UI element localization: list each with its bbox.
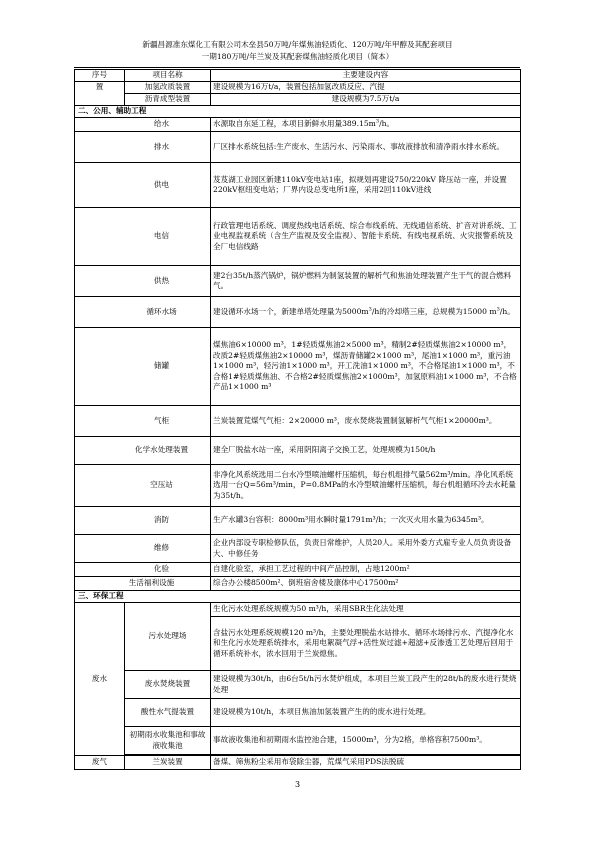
row-content: 自建化验室，承担工艺过程的中间产品控制，占地1200m² (211, 563, 521, 577)
row-content: 建设规模为10t/h，本项目焦油加氢装置产生的的废水进行处理。 (211, 699, 521, 727)
row-name: 污水处理场 (125, 603, 211, 671)
table-row (75, 132, 521, 163)
row-name: 给水 (75, 118, 211, 132)
row-content: 芨芨湖工业园区新建110kV变电站1座，拟规划再建设750/220kV 降压站一座，并设置220kV枢纽变电站；厂界内设总变电所1座，采用2回110kV进线 (211, 163, 521, 208)
row-content: 事故液收集池和初期雨水监控池合建，15000m³，分为2格，单格容积7500m³。 (211, 727, 521, 755)
text: 3 (375, 118, 380, 125)
row-content: 厂区排水系统包括:生产废水、生活污水、污染雨水、事故液排放和清净雨水排水系统。 (211, 132, 521, 163)
row-name: 化验 (75, 563, 211, 577)
text: /h。 (379, 119, 395, 129)
row-content: 建2台35t/h蒸汽锅炉，锅炉燃料为制氢装置的解析气和焦油处理装置产生干气的混合燃料气。 (211, 266, 521, 297)
text: /h。 (499, 306, 515, 316)
document-header (60, 39, 535, 63)
row-name: 气柜 (75, 406, 211, 437)
text: 建设循环水场一个，新建单塔处理量为5000m (213, 306, 369, 316)
row-content: 企业内部设专职检修队伍，负责日常维护，人员20人。采用外委方式雇专业人员负责设备大、中修任务 (211, 535, 521, 563)
text: 3 (368, 306, 372, 313)
project-table (74, 69, 521, 770)
header-rule (74, 67, 520, 68)
table-row (75, 535, 521, 563)
row-no: 置 (75, 82, 125, 106)
row-name: 排水 (75, 132, 211, 163)
table-row (75, 507, 521, 535)
table-row (75, 465, 521, 507)
text: 水源取自东延工程，本项目新鲜水用量389.15m (213, 119, 376, 129)
row-name: 酸性水气提装置 (125, 699, 211, 727)
table-row (75, 118, 521, 132)
row-name: 储罐 (75, 328, 211, 406)
table-row (75, 577, 521, 591)
row-content: 备煤、筛焦粉尘采用布袋除尘器，荒煤气采用PDS法脱硫 (211, 756, 521, 770)
row-content (211, 297, 521, 328)
row-name: 电信 (75, 208, 211, 266)
row-content: 行政管理电话系统、调度热线电话系统、综合布线系统、无线通信系统、扩音对讲系统、工业电视监视系统（含生产监视及安全监视）、智能卡系统、有线电视系统、火灾报警系统及全厂电信线路 (211, 208, 521, 266)
row-name: 消防 (75, 507, 211, 535)
table-header-row (75, 70, 521, 82)
row-name: 循环水场 (75, 297, 211, 328)
table-row (75, 671, 521, 699)
row-content (211, 118, 521, 132)
section-row (75, 106, 521, 118)
row-name: 加氢改质装置 (125, 82, 211, 94)
section-row (75, 591, 521, 603)
row-content: 含盐污水处理系统规模120 m³/h，主要处理脱盐水站排水、循环水场排污水、汽提净化水和生化污水处理系统排水，采用电絮凝气浮+活性炭过滤+超滤+反渗透工艺处理后回用于循环系统补水，浓水回用于兰炭熄焦。 (211, 617, 521, 671)
row-name: 空压站 (75, 465, 211, 507)
row-name: 供热 (75, 266, 211, 297)
table-row (75, 727, 521, 755)
table-row (75, 208, 521, 266)
table-row (75, 266, 521, 297)
row-content: 生化污水处理系统规模为50 m³/h，采用SBR生化法处理 (211, 603, 521, 617)
row-content: 建全厂脱盐水站一座，采用阴阳离子交换工艺，处理规模为150t/h (211, 437, 521, 465)
table-row (75, 163, 521, 208)
row-content: 兰炭装置荒煤气气柜：2×20000 m³，废水焚烧装置制氢解析气气柜1×20000m³。 (211, 406, 521, 437)
row-name: 沥青成型装置 (125, 94, 211, 106)
table-row (75, 406, 521, 437)
row-content: 非净化风系统选用二台水冷型喷油螺杆压缩机，每台机组排气量562m³/min。净化风系统选用一台Q=56m³/min，P=0.8MPa的水冷型喷油螺杆压缩机，每台机组循环冷去水耗量为35t/h。 (211, 465, 521, 507)
header-line-1: 新疆昌源准东煤化工有限公司木垒县50万吨/年煤焦油轻质化、120万吨/年甲醇及其配套项目 (142, 40, 453, 49)
row-name: 兰炭装置 (125, 756, 211, 770)
col-header-no: 序号 (75, 70, 125, 82)
row-content: 煤焦油6×10000 m³，1#轻质煤焦油2×5000 m³，精制2#轻质煤焦油2×10000 m³，改质2#轻质煤焦油2×10000 m³，煤沥青储罐2×1000 m³，尾油1×1000 m³，重污油1×1000 m³，轻污油1×1000 m³，开工洗油1×1000 m³，不合格尾油1×1000 m³，不合格1#轻质煤焦油、不合格2#轻质煤焦油2×1000m³，加氢原料油1×1000 m³，不合格产品1×1000 m³ (211, 328, 521, 406)
row-content: 建设规模为16万t/a，装置包括加氢改质反应、汽提 (211, 82, 521, 94)
row-name: 供电 (75, 163, 211, 208)
row-name: 维修 (75, 535, 211, 563)
row-name: 化学水处理装置 (75, 437, 211, 465)
table-row (75, 82, 521, 94)
table-row (75, 437, 521, 465)
col-header-name: 项目名称 (125, 70, 211, 82)
section-title: 二、公用、辅助工程 (75, 106, 521, 118)
section-title: 三、环保工程 (75, 591, 521, 603)
header-line-2: 一期180万吨/年兰炭及其配套煤焦油轻质化项目（简本） (201, 52, 394, 61)
row-content: 建设规模为7.5万t/a (211, 94, 521, 106)
group-label: 废水 (75, 603, 125, 756)
row-name: 废水焚烧装置 (125, 671, 211, 699)
row-content: 生产水罐3台容积：8000m³用水瞬时量1791m³/h；一次灭火用水量为6345m³。 (211, 507, 521, 535)
row-content: 综合办公楼8500m²、倒班宿舍楼及康体中心17500m² (211, 577, 521, 591)
table-row (75, 756, 521, 770)
row-content: 建设规模为30t/h，由6台5t/h污水焚炉组成，本项目兰炭工段产生的28t/h的废水进行焚烧处理 (211, 671, 521, 699)
table-row (75, 297, 521, 328)
table-row (75, 603, 521, 617)
col-header-content: 主要建设内容 (211, 70, 521, 82)
text: /h的冷却塔三座，总规模为15000 m (371, 306, 497, 316)
row-name: 生活福利设施 (75, 577, 211, 591)
table-row (75, 563, 521, 577)
page-number: 3 (294, 780, 301, 789)
row-name: 初期雨水收集池和事故液收集池 (125, 727, 211, 755)
text: 3 (496, 306, 500, 313)
table-row (75, 94, 521, 106)
table-row (75, 328, 521, 406)
group-label: 废气 (75, 756, 125, 770)
table-row (75, 699, 521, 727)
